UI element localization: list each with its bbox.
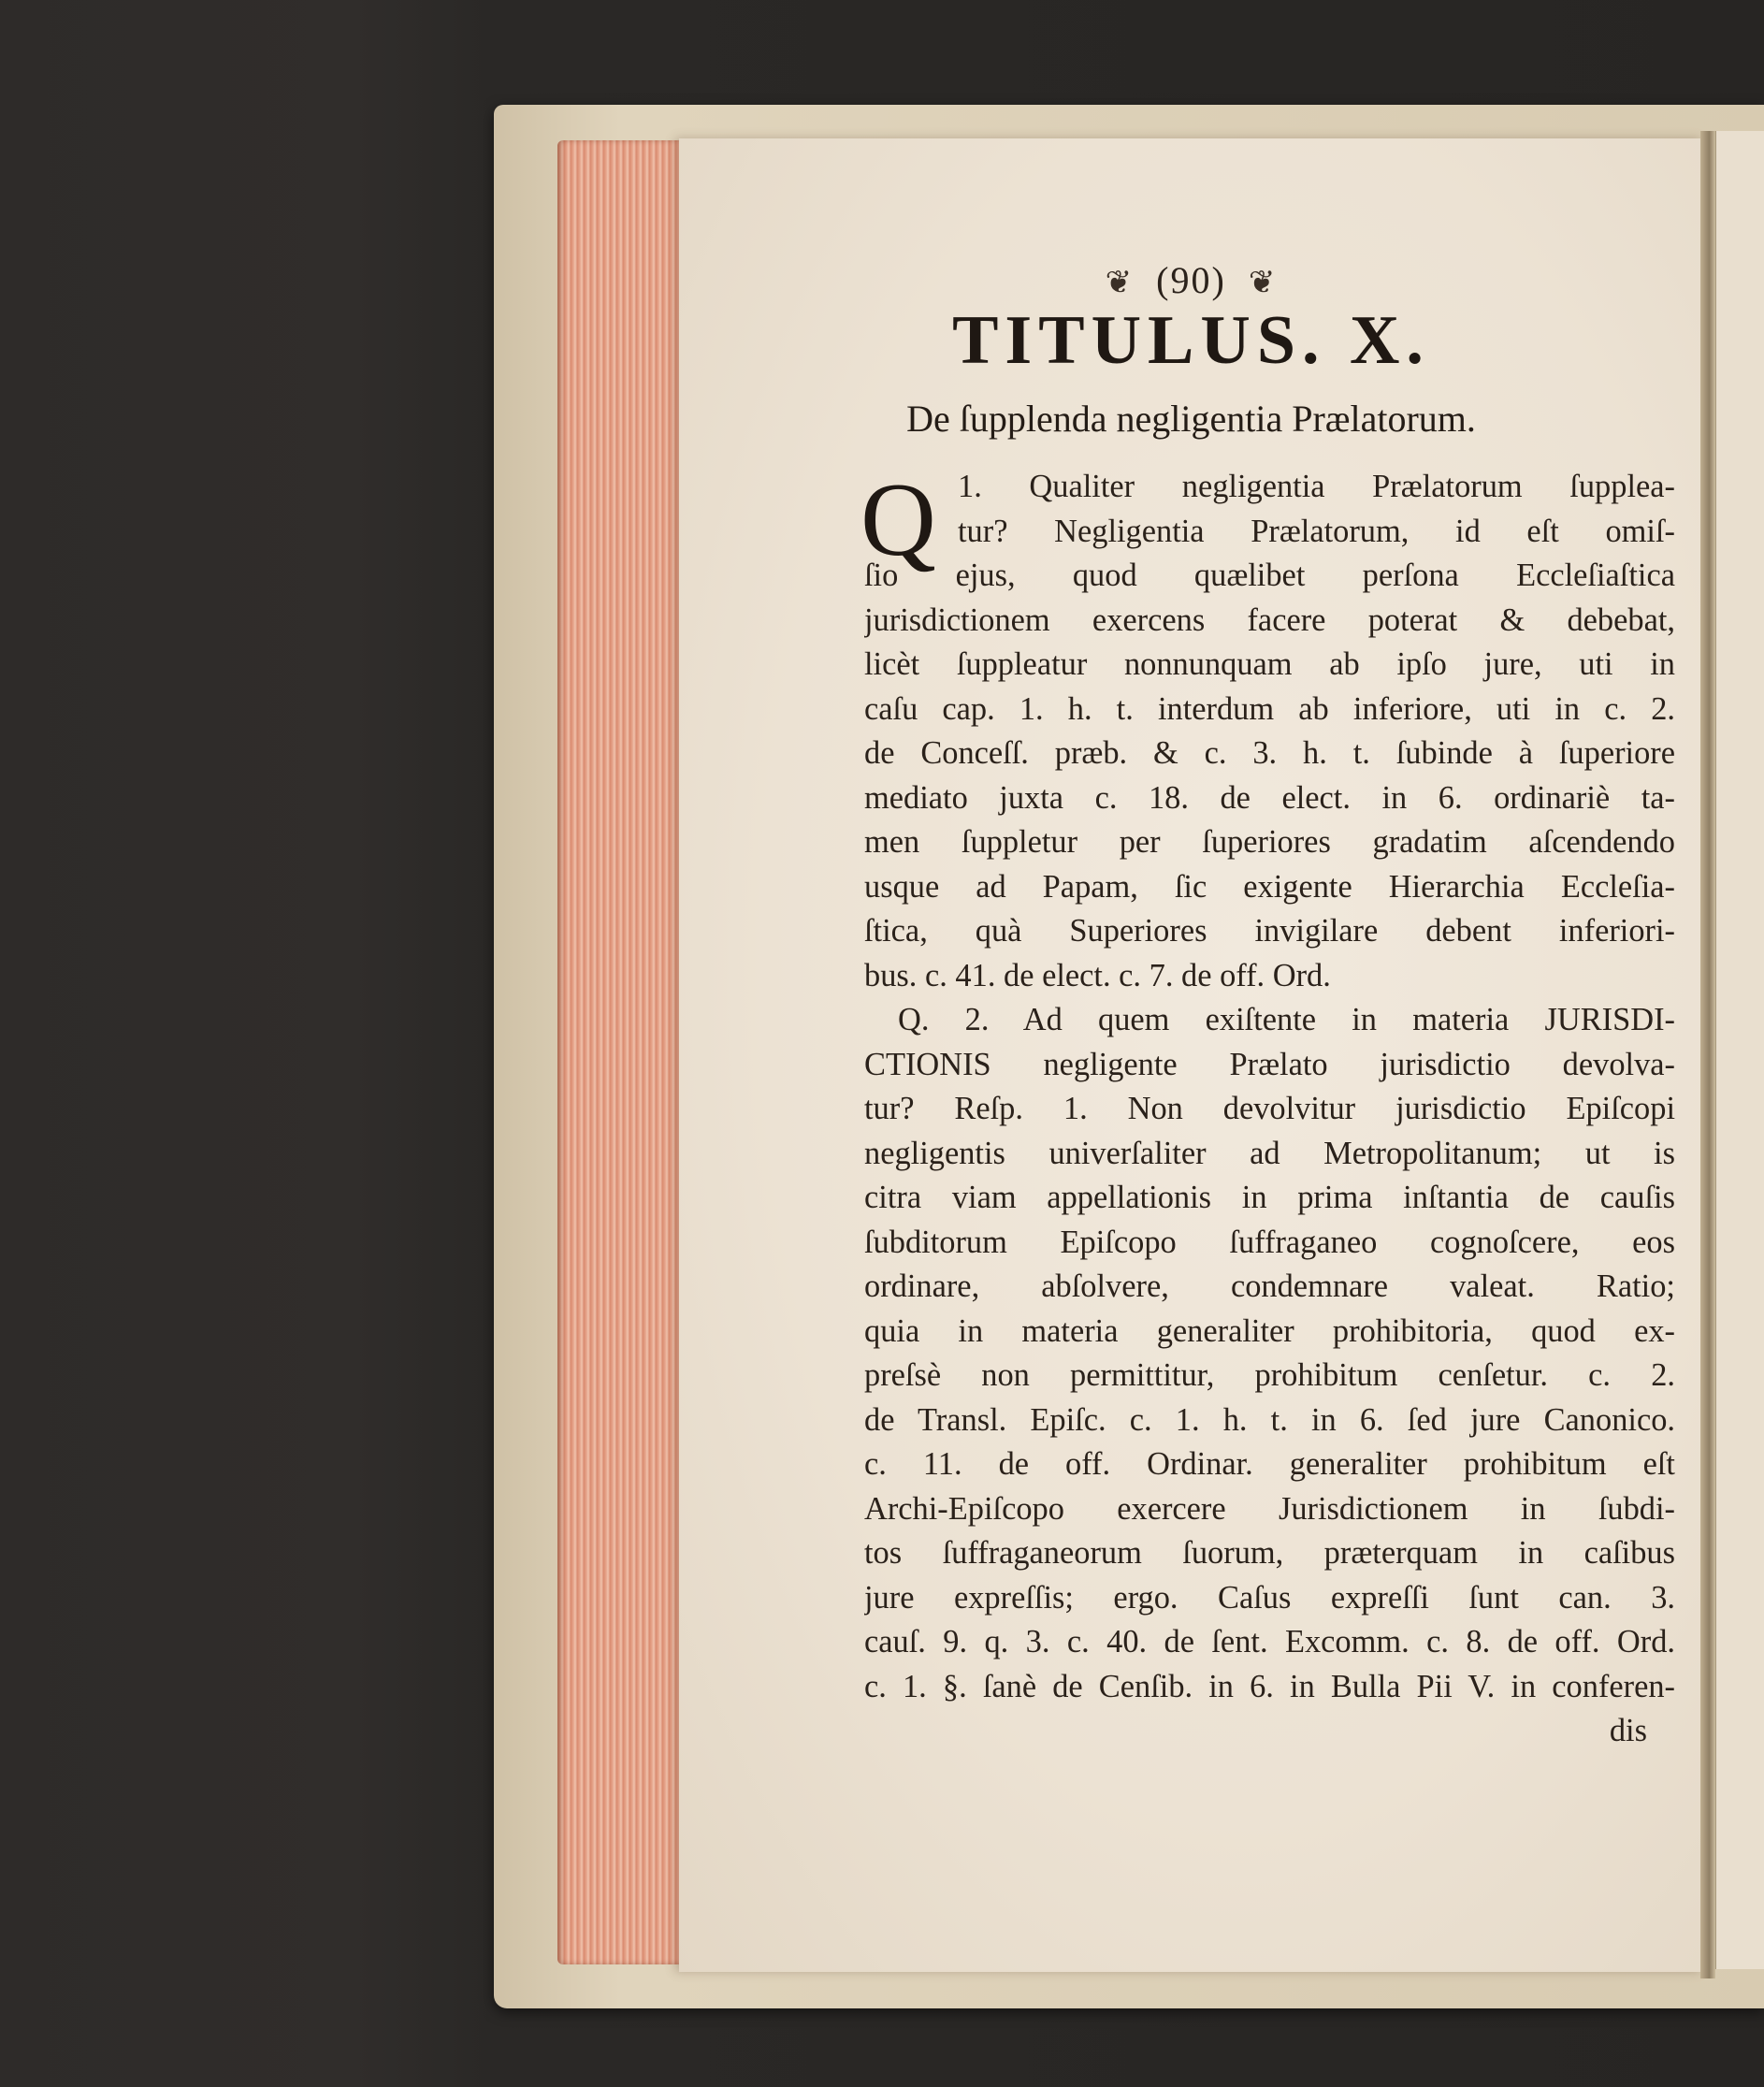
text-line: c. 1. §. ſanè de Cenſib. in 6. in Bulla Pii V. in conferen-	[864, 1668, 1675, 1704]
text-line: de Transl. Epiſc. c. 1. h. t. in 6. ſed jure Canonico.	[864, 1401, 1675, 1438]
page-number: (90)	[1156, 259, 1226, 301]
chapter-title: TITULUS. X.	[952, 302, 1430, 379]
text-line: de Conceſſ. præb. & c. 3. h. t. ſubinde à ſuperiore	[864, 735, 1675, 771]
text-line: jurisdictionem exercens facere poterat & debebat,	[864, 601, 1675, 638]
text-line: preſsè non permittitur, prohibitum cenſetur. c. 2.	[864, 1357, 1675, 1393]
text-line: ordinare, abſolvere, condemnare valeat. Ratio;	[864, 1268, 1675, 1304]
text-line: 1. Qualiter negligentia Prælatorum ſupplea-	[958, 469, 1675, 504]
text-line: ſio ejus, quod quælibet perſona Eccleſiaſtica	[864, 558, 1675, 593]
drop-cap: Q	[860, 462, 936, 578]
text-line: jure expreſſis; ergo. Caſus expreſſi ſunt can. 3.	[864, 1579, 1675, 1616]
catchword: dis	[1609, 1713, 1647, 1748]
text-line: citra viam appellationis in prima inſtantia de cauſis	[864, 1180, 1675, 1215]
text-line: tur? Reſp. 1. Non devolvitur jurisdictio Epiſcopi	[864, 1091, 1675, 1126]
text-line: tur? Negligentia Prælatorum, id eſt omiſ-	[958, 513, 1675, 549]
text-line: negligentis univerſaliter ad Metropolitanum; ut is	[864, 1135, 1675, 1171]
fleuron-left-icon: ❦	[1105, 266, 1135, 300]
text-line: bus. c. 41. de elect. c. 7. de off. Ord.	[864, 957, 1331, 993]
text-line: mediato juxta c. 18. de elect. in 6. ordinariè ta-	[864, 779, 1675, 816]
text-line: ſubditorum Epiſcopo ſuffraganeo cognoſcere, eos	[864, 1224, 1675, 1260]
text-line: licèt ſuppleatur nonnunquam ab ipſo jure, uti in	[864, 646, 1675, 682]
text-line: Q. 2. Ad quem exiſtente in materia JURISDI-	[898, 1002, 1675, 1037]
text-line: Archi-Epiſcopo exercere Jurisdictionem in ſubdi-	[864, 1490, 1675, 1527]
text-line: men ſuppletur per ſuperiores gradatim aſcendendo	[864, 824, 1675, 860]
page-header	[679, 258, 1703, 302]
text-line: caſu cap. 1. h. t. interdum ab inferiore, uti in c. 2.	[864, 690, 1675, 727]
fleuron-right-icon: ❦	[1248, 266, 1278, 300]
body-text	[864, 465, 1675, 1754]
page-edges	[557, 140, 688, 1964]
text-line: tos ſuffraganeorum ſuorum, præterquam in caſibus	[864, 1535, 1675, 1571]
chapter-subtitle: De ſupplenda negligentia Prælatorum.	[906, 398, 1476, 440]
facing-page-edge	[1715, 131, 1764, 1969]
text-line: ſtica, quà Superiores invigilare debent inferiori-	[864, 913, 1675, 949]
text-line: usque ad Papam, ſic exigente Hierarchia Eccleſia-	[864, 868, 1675, 905]
text-line: c. 11. de off. Ordinar. generaliter prohibitum eſt	[864, 1446, 1675, 1482]
text-line: CTIONIS negligente Prælato jurisdictio devolva-	[864, 1046, 1675, 1082]
text-line: cauſ. 9. q. 3. c. 40. de ſent. Excomm. c. 8. de off. Ord.	[864, 1624, 1675, 1659]
text-line: quia in materia generaliter prohibitoria, quod ex-	[864, 1312, 1675, 1349]
